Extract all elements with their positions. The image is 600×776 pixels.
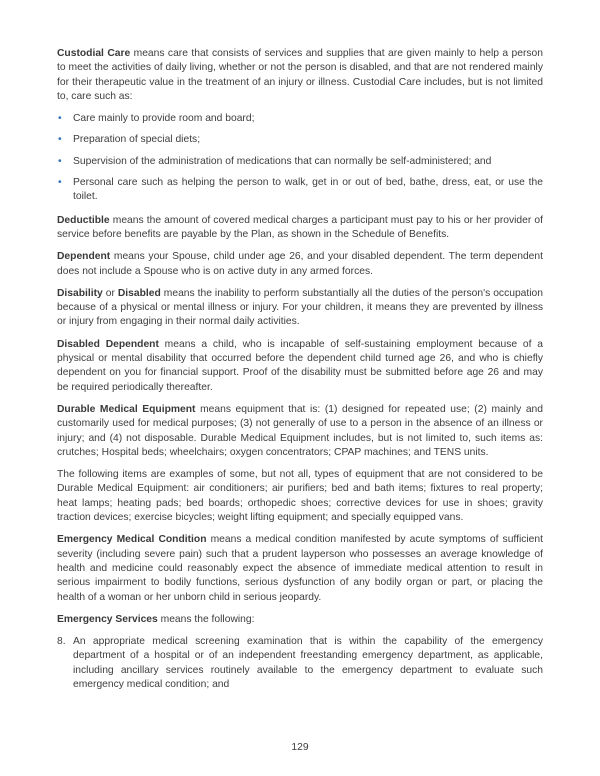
item-text: An appropriate medical screening examination that is within the capability of the emergency department of a hospital or of an independent freestanding emergency department, as applicable, including ancillary services routinely available to the emergency department to evaluate such emergency medical condition; and [73,636,543,690]
paragraph-dme-exclusions [57,468,543,525]
list-item-text: Personal care such as helping the person to walk, get in or out of bed, bathe, dress, eat, or use the toilet. [73,177,543,203]
list-item-text: Care mainly to provide room and board; [73,113,255,125]
bullet-icon: • [58,113,62,125]
bullet-icon: • [58,177,62,189]
definition-text-durable-medical-equipment: means equipment that is: (1) designed for repeated use; (2) mainly and customarily used for medical purposes; (3) not generally of use to a person in the absence of an illness or injury; and (4) not disposable. Durable Medical Equipment includes, but is not limited to, such items as: crutches; Hospital beds; wheelchairs; oxygen concentrators; CPAP machines; and TENS units. [57,403,543,458]
term-connector: or [102,287,118,299]
definition-text-emergency-medical-condition: means a medical condition manifested by acute symptoms of sufficient severity (including severe pain) such that a prudent layperson who possesses an average knowledge of health and medicine could reasonably expect the absence of immediate medical attention to result in serious impairment to bodily functions, serious dysfunction of any bodily organ or part, or placing the health of a woman or her unborn child in serious jeopardy. [57,534,543,603]
list-item-supervision-medications [57,155,543,169]
term-emergency-medical-condition: Emergency Medical Condition [57,534,207,546]
definition-text-dependent: means your Spouse, child under age 26, and your disabled dependent. The term dependent does not include a Spouse who is on active duty in any armed forces. [57,251,543,277]
definition-text-disabled-dependent: means a child, who is incapable of self-sustaining employment because of a physical or mental disability that occurred before the dependent child turned age 26, and who is chiefly dependent on you for financial support. Proof of the disability must be submitted before age 26 and may be required periodically thereafter. [57,338,543,393]
definition-disability [57,287,543,330]
bullet-icon: • [58,134,62,146]
definition-emergency-services [57,613,543,627]
term-durable-medical-equipment: Durable Medical Equipment [57,403,196,415]
term-emergency-services: Emergency Services [57,613,158,625]
definition-text-custodial-care: means care that consists of services and supplies that are given mainly to help a person to meet the activities of daily living, whether or not the person is disabled, and that are not rendered mainly for their therapeutic value in the treatment of an injury or illness. Custodial Care includes, but is not limited to, care such as: [57,48,543,102]
bullet-icon: • [58,155,62,167]
definition-text-deductible: means the amount of covered medical charges a participant must pay to his or her provider of service before benefits are payable by the Plan, as shown in the Schedule of Benefits. [57,214,543,240]
list-item-personal-care [57,176,543,205]
definition-custodial-care [57,47,543,104]
paragraph-text-dme-exclusions: The following items are examples of some, but not all, types of equipment that are not considered to be Durable Medical Equipment: air conditioners; air purifiers; bed and bath items; fixtures to real property; heat lamps; heating pads; bed boards; orthopedic shoes; corrective devices for use in shoes; gravity traction devices; exercise bicycles; weight lifting equipment; and specially equipped vans. [57,469,543,524]
item-number: 8. [57,636,66,648]
definition-durable-medical-equipment [57,403,543,460]
term-dependent: Dependent [57,251,111,263]
definition-text-disability: means the inability to perform substantially all the duties of the person's occupation because of a physical or mental illness or injury. For your children, it means they are prevented by illness or injury from engaging in their normal daily activities. [57,287,543,328]
list-item-text: Preparation of special diets; [73,134,201,146]
term-disabled-dependent: Disabled Dependent [57,338,159,350]
definition-emergency-medical-condition [57,533,543,604]
emergency-services-item-8 [57,635,543,692]
list-item-special-diets [57,133,543,147]
list-item-text: Supervision of the administration of medications that can normally be self-administered; and [73,155,492,167]
term-custodial-care: Custodial Care [57,48,131,59]
page-content [57,47,543,692]
custodial-care-list [57,112,543,204]
definition-deductible [57,214,543,243]
term-disabled: Disabled [117,287,161,299]
definition-disabled-dependent [57,338,543,395]
page-number: 129 [291,742,309,753]
term-deductible: Deductible [57,214,110,226]
list-item-room-and-board [57,112,543,126]
definition-text-emergency-services: means the following: [157,613,255,625]
definition-dependent [57,250,543,279]
term-disability: Disability [57,287,103,299]
